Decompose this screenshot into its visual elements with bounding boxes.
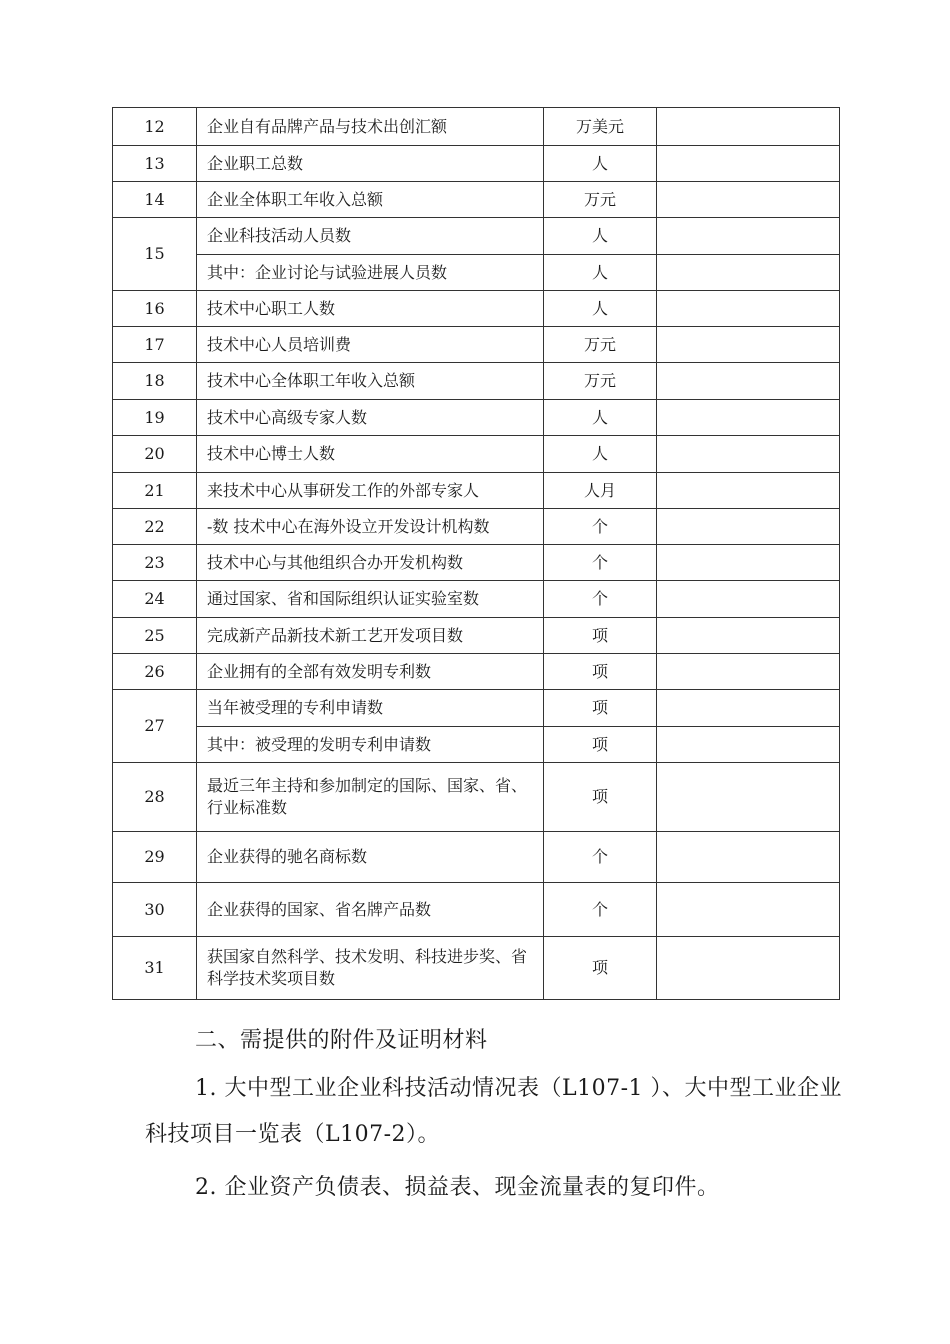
indicator-value-cell [657, 937, 840, 1000]
indicator-name: 企业自有品牌产品与技术出创汇额 [197, 108, 544, 146]
indicator-value-cell [657, 327, 840, 363]
indicator-value-cell [657, 883, 840, 937]
table-row [113, 327, 840, 363]
table-row [113, 763, 840, 832]
row-number: 12 [113, 108, 197, 146]
indicator-unit: 项 [544, 654, 657, 690]
table-row [113, 400, 840, 436]
table-row [113, 883, 840, 937]
row-number: 23 [113, 545, 197, 581]
indicator-unit: 项 [544, 727, 657, 763]
indicator-name: -数 技术中心在海外设立开发设计机构数 [197, 509, 544, 545]
statistics-table-body [113, 108, 840, 1000]
indicator-unit: 人 [544, 436, 657, 473]
indicator-value-cell [657, 832, 840, 883]
indicator-unit: 项 [544, 937, 657, 1000]
indicator-value-cell [657, 255, 840, 291]
indicator-unit: 个 [544, 545, 657, 581]
indicator-value-cell [657, 182, 840, 218]
row-number: 21 [113, 473, 197, 509]
row-number: 20 [113, 436, 197, 473]
row-number: 13 [113, 146, 197, 182]
indicator-name: 企业全体职工年收入总额 [197, 182, 544, 218]
table-row [113, 182, 840, 218]
indicator-unit: 万美元 [544, 108, 657, 146]
indicator-name: 技术中心全体职工年收入总额 [197, 363, 544, 400]
indicator-unit: 项 [544, 618, 657, 654]
indicator-value-cell [657, 400, 840, 436]
indicator-value-cell [657, 291, 840, 327]
indicator-value-cell [657, 108, 840, 146]
table-row [113, 545, 840, 581]
indicator-name: 企业获得的驰名商标数 [197, 832, 544, 883]
indicator-name: 技术中心博士人数 [197, 436, 544, 473]
indicator-unit: 万元 [544, 182, 657, 218]
table-row [113, 618, 840, 654]
indicator-value-cell [657, 690, 840, 727]
indicator-value-cell [657, 545, 840, 581]
indicator-name: 企业科技活动人员数 [197, 218, 544, 255]
indicator-value-cell [657, 436, 840, 473]
indicator-unit: 人 [544, 146, 657, 182]
table-row [113, 291, 840, 327]
indicator-unit: 人 [544, 400, 657, 436]
row-number: 18 [113, 363, 197, 400]
table-row [113, 436, 840, 473]
indicator-unit: 人 [544, 255, 657, 291]
row-number: 19 [113, 400, 197, 436]
indicator-name: 其中：被受理的发明专利申请数 [197, 727, 544, 763]
indicator-unit: 个 [544, 509, 657, 545]
table-row [113, 832, 840, 883]
indicator-unit: 个 [544, 883, 657, 937]
table-row [113, 255, 840, 291]
indicator-unit: 人 [544, 218, 657, 255]
table-row [113, 937, 840, 1000]
table-row [113, 146, 840, 182]
indicator-value-cell [657, 763, 840, 832]
row-number: 31 [113, 937, 197, 1000]
indicator-name: 技术中心职工人数 [197, 291, 544, 327]
indicator-unit: 项 [544, 690, 657, 727]
indicator-unit: 人 [544, 291, 657, 327]
table-row [113, 690, 840, 727]
indicator-name: 技术中心人员培训费 [197, 327, 544, 363]
indicator-name: 其中：企业讨论与试验进展人员数 [197, 255, 544, 291]
indicator-name: 通过国家、省和国际组织认证实验室数 [197, 581, 544, 618]
table-row [113, 581, 840, 618]
indicator-name: 企业获得的国家、省名牌产品数 [197, 883, 544, 937]
indicator-value-cell [657, 654, 840, 690]
row-number: 28 [113, 763, 197, 832]
indicator-value-cell [657, 509, 840, 545]
indicator-unit: 个 [544, 832, 657, 883]
row-number: 27 [113, 690, 197, 763]
indicator-value-cell [657, 146, 840, 182]
indicator-value-cell [657, 618, 840, 654]
section-item-2: 2. 企业资产负债表、损益表、现金流量表的复印件。 [195, 1175, 720, 1200]
table-row [113, 473, 840, 509]
indicator-value-cell [657, 218, 840, 255]
table-row [113, 218, 840, 255]
indicator-name: 技术中心高级专家人数 [197, 400, 544, 436]
row-number: 25 [113, 618, 197, 654]
indicator-name: 获国家自然科学、技术发明、科技进步奖、省科学技术奖项目数 [197, 937, 544, 1000]
indicator-unit: 个 [544, 581, 657, 618]
row-number: 15 [113, 218, 197, 291]
indicator-name: 最近三年主持和参加制定的国际、国家、省、行业标准数 [197, 763, 544, 832]
row-number: 29 [113, 832, 197, 883]
section-item-1: 1. 大中型工业企业科技活动情况表（L107-1 ）、大中型工业企业科技项目一览表（L107-2）。 [145, 1076, 843, 1147]
indicator-name: 企业拥有的全部有效发明专利数 [197, 654, 544, 690]
indicator-unit: 人月 [544, 473, 657, 509]
row-number: 30 [113, 883, 197, 937]
indicator-value-cell [657, 473, 840, 509]
indicator-value-cell [657, 581, 840, 618]
indicator-unit: 万元 [544, 363, 657, 400]
indicator-value-cell [657, 727, 840, 763]
row-number: 24 [113, 581, 197, 618]
table-row [113, 509, 840, 545]
table-row [113, 654, 840, 690]
row-number: 26 [113, 654, 197, 690]
row-number: 17 [113, 327, 197, 363]
table-row [113, 727, 840, 763]
table-row [113, 108, 840, 146]
indicator-value-cell [657, 363, 840, 400]
indicator-unit: 项 [544, 763, 657, 832]
indicator-unit: 万元 [544, 327, 657, 363]
indicator-name: 当年被受理的专利申请数 [197, 690, 544, 727]
indicator-name: 来技术中心从事研发工作的外部专家人 [197, 473, 544, 509]
table-row [113, 363, 840, 400]
indicator-name: 技术中心与其他组织合办开发机构数 [197, 545, 544, 581]
row-number: 16 [113, 291, 197, 327]
statistics-table [112, 107, 840, 1000]
row-number: 14 [113, 182, 197, 218]
indicator-name: 完成新产品新技术新工艺开发项目数 [197, 618, 544, 654]
indicator-name: 企业职工总数 [197, 146, 544, 182]
row-number: 22 [113, 509, 197, 545]
section-heading: 二、需提供的附件及证明材料 [195, 1028, 488, 1053]
